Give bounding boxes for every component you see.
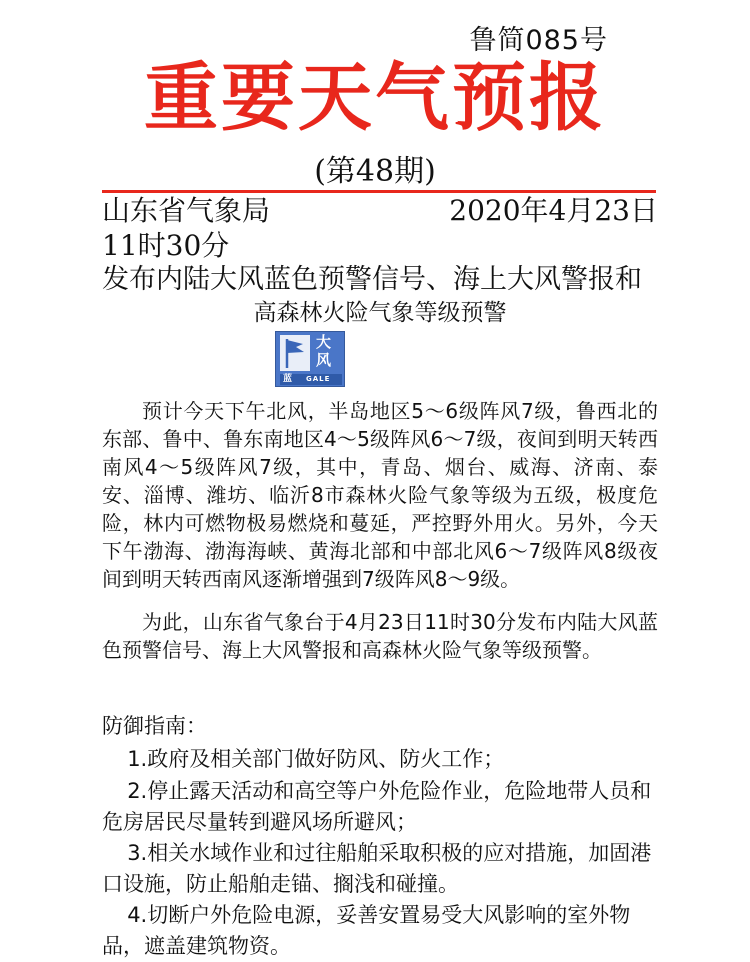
doc-number: 鲁简085号 (469, 25, 608, 56)
headline: 发布内陆大风蓝色预警信号、海上大风警报和 (102, 264, 642, 295)
page-title: 重要天气预报 (144, 55, 606, 141)
issuer-row (102, 193, 658, 229)
issuer-name: 山东省气象局 (102, 194, 271, 227)
guidance-title: 防御指南： (102, 714, 207, 738)
signal-title-top: 大 (316, 333, 332, 351)
guidance-item-1: 1.政府及相关部门做好防风、防火工作； (127, 747, 505, 771)
announcement-paragraph: 为此，山东省气象台于4月23日11时30分发布内陆大风蓝色预警信号、海上大风警报和高森林火险气象等级预警。 (102, 610, 658, 662)
guidance-item-4: 4.切断户外危险电源，妥善安置易受大风影响的室外物品，遮盖建筑物资。 (102, 903, 631, 958)
guidance-item-3: 3.相关水域作业和过往船舶采取积极的应对措施，加固港口设施，防止船舶走锚、搁浅和碰撞。 (102, 841, 652, 896)
guidance-item-2: 2.停止露天活动和高空等户外危险作业，危险地带人员和危房居民尽量转到避风场所避风； (102, 779, 652, 834)
signal-label-en: GALE (306, 375, 331, 383)
forecast-paragraph: 预计今天下午北风，半岛地区5～6级阵风7级，鲁西北的东部、鲁中、鲁东南地区4～5级阵风6～7级，夜间到明天转西南风4～5级阵风7级，其中，青岛、烟台、威海、济南、泰安、淄博、潍坊、临沂8市森林火险气象等级为五级，极度危险，林内可燃物极易燃烧和蔓延，严控野外用火。另外，今天下午渤海、渤海海峡、黄海北部和中部北风6～7级阵风8级夜间到明天转西南风逐渐增强到7级阵风8～9级。 (102, 399, 658, 591)
signal-level-char: 蓝 (283, 374, 293, 384)
issue-number: (第48期) (314, 154, 436, 189)
flag-panel (280, 335, 310, 371)
issue-time: 11时30分 (102, 229, 230, 262)
signal-title-bottom: 风 (316, 351, 332, 369)
headline-line-2: 高森林火险气象等级预警 (253, 300, 507, 326)
issue-date: 2020年4月23日 (449, 194, 658, 227)
gale-blue-signal-icon (275, 331, 345, 387)
